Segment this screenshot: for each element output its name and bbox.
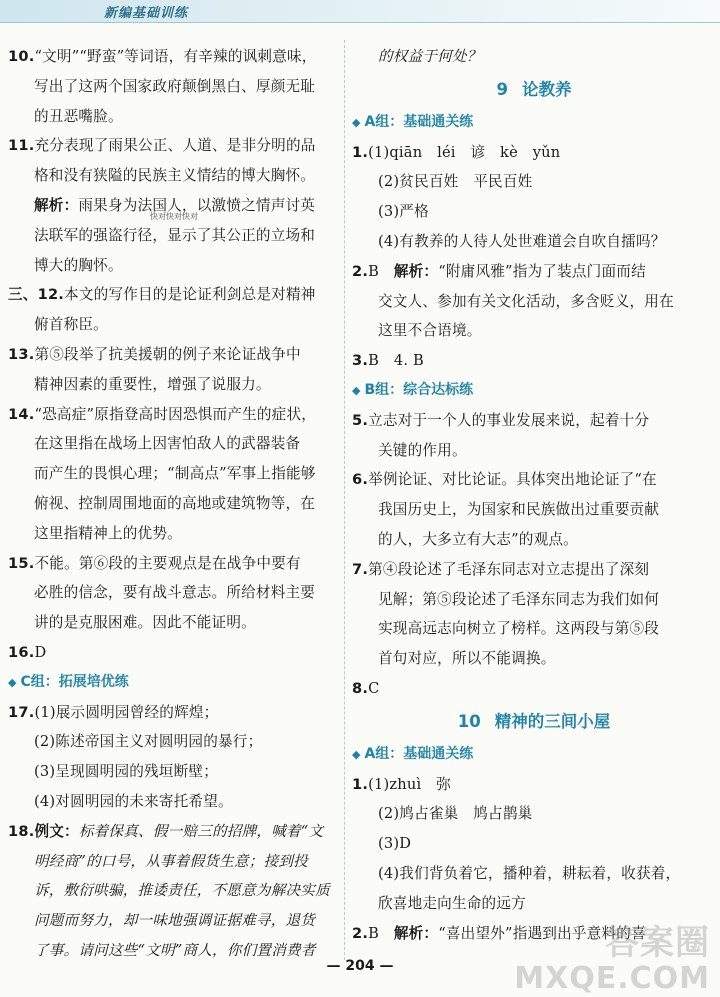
section-name: 论教养 [521,79,572,99]
answer-item [352,346,716,376]
item-number: 10. [8,48,35,65]
item-text: 举例论证、对比论证。具体突出地论证了“在 [368,471,657,489]
continuation-line: 而产生的畏惧心理；“制高点”军事上指能够 [34,465,316,483]
answer-item [352,257,716,287]
item-number: 16. [8,643,35,661]
answer-item [352,674,716,704]
item-number: 7. [352,560,369,578]
continuation-line: 的丑恶嘴脸。 [34,107,123,125]
analysis-label: 解析： [393,924,439,942]
continuation-line: 法联军的强盗行径，显示了其公正的立场和 [34,226,316,244]
continuation-line: 关键的作用。 [378,441,467,459]
continuation-line: 博大的胸怀。 [34,256,123,274]
continuation-line: 这里不合语境。 [378,322,482,340]
answer-item [8,549,346,579]
right-column [352,42,716,948]
answer-item [352,465,716,495]
diamond-icon: ◆ [352,115,361,129]
group-heading [352,740,716,770]
item-text: 本文的写作目的是论证利剑总是对精神 [64,286,316,304]
section-title [352,704,716,740]
item-text: (1)qiān léi 谚 kè yǔn [368,143,561,161]
watermark-url: MXQE.COM [514,961,710,996]
sub-answer: (3)严格 [378,203,429,221]
item-number: 8. [352,679,369,697]
page-number: — 204 — [326,958,394,974]
continuation-line: 问题而努力，却一味地强调证据难寻，退货 [34,912,316,930]
item-number: 14. [8,405,35,423]
item-text: (1)展示圆明园曾经的辉煌； [34,703,219,721]
item-answer: B [368,262,394,280]
continuation-line: 的人，大多立有大志”的观点。 [378,530,578,548]
continuation-line: 写出了这两个国家政府颠倒黑白、厚颜无耻 [34,77,316,95]
answer-item [8,42,346,72]
analysis-label: 解析： [34,196,79,214]
sub-answer: (4)我们背负着它，播种着，耕耘着，收获着， [378,864,681,882]
sub-answer: (4)有教养的人待人处世难道会自吹自擂吗？ [378,232,666,250]
group-heading [352,108,716,138]
sub-answer: (2)陈述帝国主义对圆明园的暴行； [34,733,263,751]
continuation-line: 在这里指在战场上因害怕敌人的武器装备 [34,435,301,453]
item-text: C [368,679,380,697]
item-text: B 4. B [368,352,424,370]
watermark-text: 答案圈 [605,923,710,963]
example-label: 例文： [34,822,79,840]
answer-item [8,638,346,668]
continuation-line: 诉，敷衍哄骗，推诿责任，不愿意为解决实质 [34,882,330,900]
continuation-line: 明经商”的口号，从事着假货生意；接到投 [34,852,308,870]
sub-answer: (3)D [378,835,412,853]
continuation-line: 首句对应，所以不能调换。 [378,650,556,668]
group-heading-text: C组：拓展培优练 [20,673,129,690]
item-number: 1. [352,775,369,793]
item-number: 11. [8,137,35,155]
example-essay [8,817,346,847]
group-heading [8,668,346,698]
continuation-line: 欣喜地走向生命的远方 [378,894,526,912]
item-text: 立志对于一个人的事业发展来说，起着十分 [368,411,650,429]
diamond-icon: ◆ [352,383,361,397]
continuation-line: 这里指精神上的优势。 [34,524,182,542]
diamond-icon: ◆ [8,675,17,689]
group-heading-text: A组：基础通关练 [364,745,474,762]
item-text: 第④段论述了毛泽东同志对立志提出了深刻 [368,560,650,578]
continuation-line: 讲的是克服困难。因此不能证明。 [34,614,256,632]
answer-item [352,555,716,585]
group-heading [352,376,716,406]
header-title: 新编基础训练 [104,6,189,21]
group-heading-text: A组：基础通关练 [364,113,474,130]
section-number: 10 [457,711,481,731]
section-title [352,72,716,108]
item-number: 15. [8,554,35,572]
analysis-text: 雨果身为法国人，以激愤之情声讨英 [78,196,316,214]
continuation-line: 俯视、控制周围地面的高地或建筑物等，在 [34,494,316,512]
item-number: 三、12. [8,286,65,304]
item-number: 6. [352,471,369,489]
section-name: 精神的三间小屋 [494,711,611,731]
item-number: 3. [352,352,369,370]
continuation-line: 精神因素的重要性，增强了说服力。 [34,375,271,393]
answer-item [352,770,716,800]
answer-item [8,340,346,370]
item-text: 第⑤段举了抗美援朝的例子来论证战争中 [34,345,301,363]
answer-item [8,131,346,161]
continuation-line: 我国历史上，为国家和民族做出过重要贡献 [378,501,660,519]
item-text: 充分表现了雨果公正、人道、是非分明的品 [34,137,316,155]
item-text: 不能。第⑥段的主要观点是在战争中要有 [34,554,301,572]
item-text: D [34,643,47,661]
item-text: (1)zhuì 弥 [368,775,451,793]
answer-item [8,698,346,728]
sub-answer: (3)呈现圆明园的残垣断壁； [34,763,219,781]
item-number: 17. [8,703,35,721]
answer-item [352,138,716,168]
continuation-line: 见解；第⑤段论述了毛泽东同志为我们如何 [378,590,660,608]
item-number: 2. [352,924,369,942]
continuation-line: 了事。请问这些“文明”商人，你们置消费者 [34,941,316,959]
item-text: “喜出望外”指遇到出乎意料的喜 [438,924,646,942]
continuation-line: 的权益于何处？ [378,48,482,65]
group-heading-text: B组：综合达标练 [364,381,474,398]
continuation-line: 格和没有狭隘的民族主义情结的博大胸怀。 [34,167,316,185]
continuation-line: 必胜的信念，要有战斗意志。所给材料主要 [34,584,316,602]
item-number: 1. [352,143,369,161]
stamp-mark: 快对快对快对 [150,212,198,221]
item-text: “附庸风雅”指为了装点门面而结 [438,262,646,280]
sub-answer: (2)鸠占雀巢 鸠占鹊巢 [378,805,533,823]
header-bar [0,0,720,23]
continuation-line: 交文人、参加有关文化活动，多含贬义，用在 [378,292,674,310]
answer-item [8,280,346,310]
item-text: “恐高症”原指登高时因恐惧而产生的症状， [34,405,317,423]
item-answer: B [368,924,394,942]
section-number: 9 [496,79,508,99]
item-number: 2. [352,262,369,280]
answer-item [8,400,346,430]
item-number: 13. [8,345,35,363]
watermark [514,925,710,997]
continuation-line: 俯首称臣。 [34,316,108,334]
answer-item [352,406,716,436]
continuation-line: 实现高远志向树立了榜样。这两段与第⑤段 [378,620,660,638]
item-number: 5. [352,411,369,429]
example-text: 标着保真、假一赔三的招牌，喊着“文 [78,822,324,840]
diamond-icon: ◆ [352,747,361,761]
sub-answer: (2)贫民百姓 平民百姓 [378,173,533,191]
left-column [8,42,346,966]
analysis-label: 解析： [393,262,439,280]
sub-answer: (4)对圆明园的未来寄托希望。 [34,792,233,810]
item-text: “文明”“野蛮”等词语，有辛辣的讽刺意味， [34,48,317,65]
item-number: 18. [8,822,35,840]
